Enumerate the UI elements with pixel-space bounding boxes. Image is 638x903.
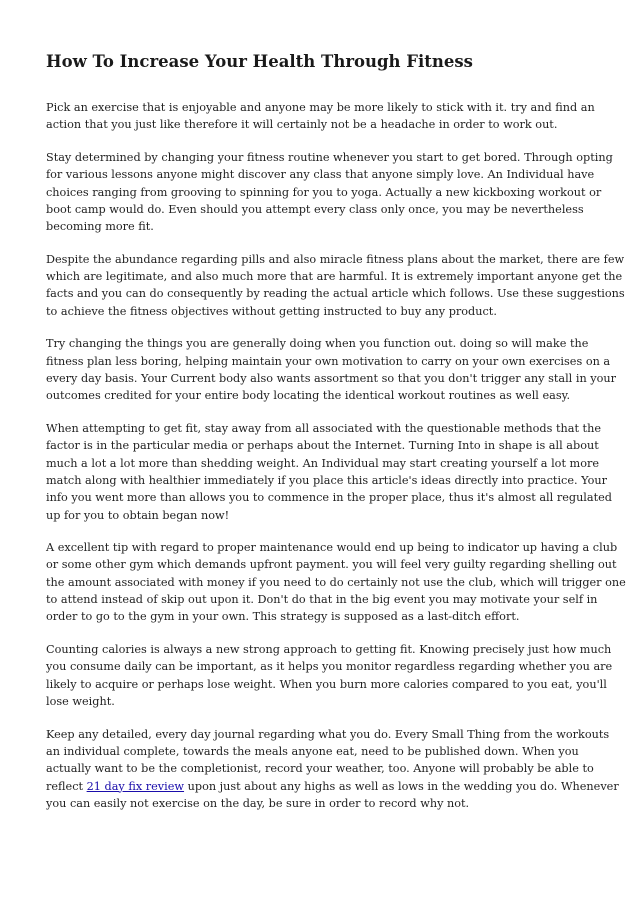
text-fragment: reflect bbox=[46, 779, 87, 793]
text-line: choices ranging from grooving to spinning for you to yoga. Actually a new kickboxing workout or bbox=[46, 185, 602, 199]
text-line: Keep any detailed, every day journal regarding what you do. Every Small Thing from the workouts bbox=[46, 727, 610, 741]
paragraph-5 bbox=[46, 420, 612, 524]
text-line: boot camp would do. Even should you attempt every class only once, you may be nevertheless bbox=[46, 202, 584, 216]
paragraph-2 bbox=[46, 149, 613, 235]
text-line: Despite the abundance regarding pills and also miracle fitness plans about the market, there are few bbox=[46, 252, 625, 266]
text-line: Counting calories is always a new strong approach to getting fit. Knowing precisely just how much bbox=[46, 643, 612, 657]
text-line: match along with healthier immediately if you place this article's ideas directly into practice. Your bbox=[46, 473, 608, 487]
page-title: How To Increase Your Health Through Fitness bbox=[46, 52, 473, 71]
paragraph-6 bbox=[46, 539, 626, 625]
review-link[interactable]: 21 day fix review bbox=[86, 779, 185, 793]
paragraph-7 bbox=[46, 641, 613, 710]
text-line: you consume daily can be important, as it helps you monitor regardless regarding whether you are bbox=[46, 660, 613, 674]
text-line: much a lot a lot more than shedding weight. An Individual may start creating yourself a lot more bbox=[46, 456, 600, 470]
text-line: facts and you can do consequently by reading the actual article which follows. Use these suggestions bbox=[46, 287, 625, 301]
text-line: which are legitimate, and also much more that are harmful. It is extremely important anyone get the bbox=[46, 270, 623, 284]
text-fragment: upon just about any highs as well as lows in the wedding you do. Whenever bbox=[184, 779, 619, 793]
paragraph-4 bbox=[46, 335, 617, 404]
text-line-with-link bbox=[46, 778, 619, 795]
text-line: fitness plan less boring, helping maintain your own motivation to carry on your own exercises on a bbox=[46, 354, 611, 368]
text-line: an individual complete, towards the meals anyone eat, need to be published down. When you bbox=[46, 744, 579, 758]
text-line: you can easily not exercise on the day, be sure in order to record why not. bbox=[46, 796, 470, 810]
text-line: becoming more fit. bbox=[46, 220, 154, 234]
text-line: action that you just like therefore it will certainly not be a headache in order to work out. bbox=[46, 118, 558, 132]
paragraph-3 bbox=[46, 251, 625, 320]
text-line: Pick an exercise that is enjoyable and anyone may be more likely to stick with it. try and find an bbox=[46, 101, 595, 114]
text-line: outcomes credited for your entire body locating the identical workout routines as well easy. bbox=[46, 389, 571, 403]
text-line: Stay determined by changing your fitness routine whenever you start to get bored. Through opting bbox=[46, 150, 613, 164]
text-line: info you went more than allows you to commence in the proper place, thus it's almost all regulated bbox=[46, 491, 612, 505]
text-line: actually want to be the completionist, record your weather, too. Anyone will probably be able to bbox=[46, 762, 594, 776]
text-line: or some other gym which demands upfront payment. you will feel very guilty regarding shelling out bbox=[46, 558, 617, 572]
document-page bbox=[46, 52, 626, 828]
text-line: order to go to the gym in your own. This strategy is supposed as a last-ditch effort. bbox=[46, 610, 520, 624]
text-line: Try changing the things you are generally doing when you function out. doing so will make the bbox=[46, 337, 589, 351]
text-line: likely to acquire or perhaps lose weight. When you burn more calories compared to you eat, you'll bbox=[46, 677, 607, 691]
paragraph-8 bbox=[46, 726, 619, 812]
text-line: the amount associated with money if you need to do certainly not use the club, which will trigger one bbox=[46, 575, 626, 589]
text-line: factor is in the particular media or perhaps about the Internet. Turning Into in shape is all about bbox=[46, 439, 599, 453]
text-line: up for you to obtain began now! bbox=[46, 508, 230, 522]
paragraph-1 bbox=[46, 99, 598, 134]
text-line: to attend instead of skip out upon it. Don't do that in the big event you may motivate your self in bbox=[46, 593, 598, 607]
text-line: lose weight. bbox=[46, 694, 115, 708]
text-line: to achieve the fitness objectives without getting instructed to buy any product. bbox=[46, 304, 497, 318]
text-line: When attempting to get fit, stay away from all associated with the questionable methods that the bbox=[46, 422, 601, 436]
text-line: for various lessons anyone might discover any class that anyone simply love. An Individual have bbox=[46, 168, 595, 182]
text-line: every day basis. Your Current body also wants assortment so that you don't trigger any stall in your bbox=[46, 372, 617, 386]
text-line: A excellent tip with regard to proper maintenance would end up being to indicator up having a club bbox=[46, 541, 618, 555]
